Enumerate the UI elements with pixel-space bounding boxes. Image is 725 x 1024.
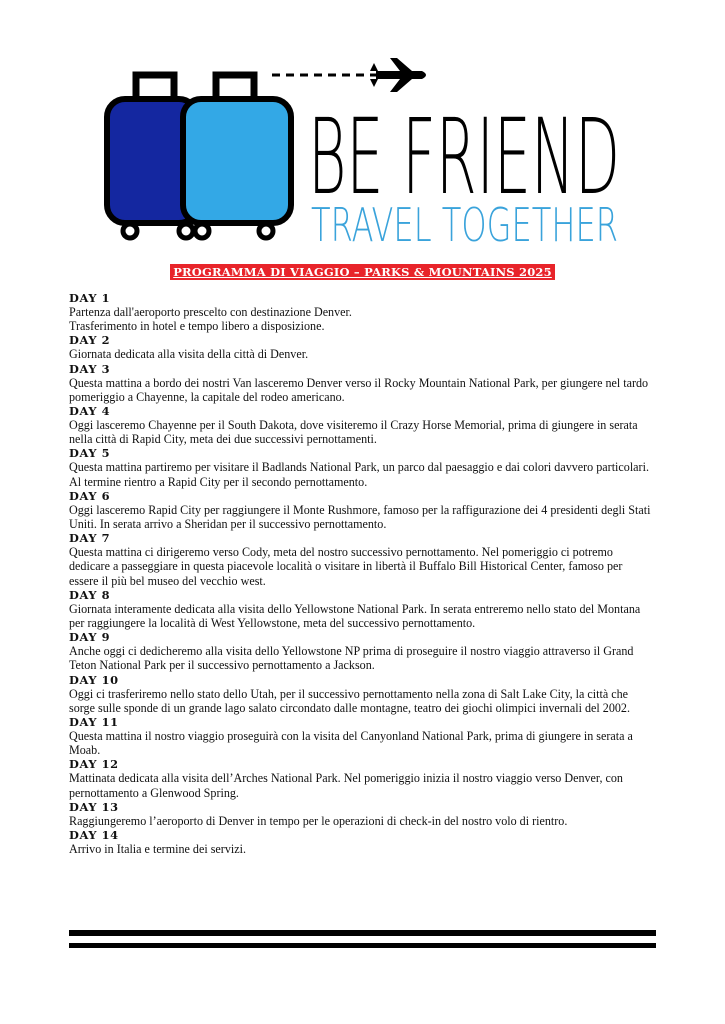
day-title: DAY 2: [69, 333, 111, 348]
day-description: Questa mattina ci dirigeremo verso Cody, meta del nostro successivo pernottamento. Nel pomeriggio ci potremo dedicare a passeggiare in questa piacevole località o visitare in libertà il Buffalo Bill Historical Center, famoso per essere il più bel museo del vecchio west.: [69, 545, 623, 588]
day-12: [69, 757, 659, 799]
day-title: DAY 1: [69, 291, 111, 305]
itinerary: [69, 291, 659, 856]
day-title: DAY 10: [69, 672, 119, 687]
day-7: [69, 531, 659, 588]
light-suitcase-icon: [183, 75, 291, 238]
footer-rule-bottom: [69, 943, 656, 948]
day-title: DAY 8: [69, 587, 111, 602]
program-title: PROGRAMMA DI VIAGGIO – PARKS & MOUNTAINS 2025: [170, 264, 555, 280]
day-title: DAY 13: [69, 799, 119, 814]
day-1: [69, 291, 659, 333]
day-description: Mattinata dedicata alla visita dell’Arches National Park. Nel pomeriggio inizia il nostro viaggio verso Denver, con pernottamento a Glenwood Spring.: [69, 771, 623, 800]
day-8: [69, 588, 659, 630]
day-6: [69, 489, 659, 531]
airplane-icon: [272, 58, 426, 92]
day-description: Raggiungeremo l’aeroporto di Denver in tempo per le operazioni di check-in del nostro volo di rientro.: [69, 813, 568, 828]
day-description: Oggi lasceremo Rapid City per raggiungere il Monte Rushmore, famoso per la raffigurazione dei 4 presidenti degli Stati Uniti. In serata arrivo a Sheridan per il successivo pernottamento.: [69, 502, 651, 532]
brand-name: BE FRIEND: [308, 96, 620, 218]
day-9: [69, 630, 659, 672]
day-description: Questa mattina il nostro viaggio proseguirà con la visita del Canyonland National Park, prima di giungere in serata a Moab.: [69, 729, 633, 758]
day-title: DAY 7: [69, 531, 111, 546]
day-2: [69, 333, 659, 361]
day-title: DAY 12: [69, 757, 119, 772]
day-description: Arrivo in Italia e termine dei servizi.: [69, 842, 246, 857]
day-title: DAY 6: [69, 488, 111, 503]
day-title: DAY 11: [69, 715, 119, 730]
program-title-bar: [0, 261, 725, 280]
day-title: DAY 3: [69, 361, 111, 376]
day-11: [69, 715, 659, 757]
day-description: Partenza dall'aeroporto prescelto con destinazione Denver. Trasferimento in hotel e tempo libero a disposizione.: [69, 305, 352, 334]
day-13: [69, 800, 659, 828]
day-title: DAY 14: [69, 828, 119, 843]
be-friend-logo: [100, 55, 630, 250]
day-title: DAY 4: [69, 404, 111, 419]
footer-rule-top: [69, 930, 656, 936]
day-description: Giornata interamente dedicata alla visita dello Yellowstone National Park. In serata entreremo nello stato del Montana per raggiungere la località di West Yellowstone, meta del successivo pernottamento.: [69, 601, 641, 631]
day-3: [69, 362, 659, 404]
day-title: DAY 9: [69, 630, 111, 645]
day-description: Giornata dedicata alla visita della città di Denver.: [69, 347, 309, 362]
day-description: Questa mattina partiremo per visitare il Badlands National Park, un parco dal paesaggio e dai colori davvero particolari. Al termine rientro a Rapid City per il secondo pernottamento.: [69, 460, 649, 489]
day-title: DAY 5: [69, 446, 111, 461]
day-description: Oggi lasceremo Chayenne per il South Dakota, dove visiteremo il Crazy Horse Memorial, prima di giungere in serata nella città di Rapid City, meta dei due successivi pernottamenti.: [69, 418, 638, 447]
day-14: [69, 828, 659, 856]
day-description: Oggi ci trasferiremo nello stato dello Utah, per il successivo pernottamento nella zona di Salt Lake City, la città che sorge sulle sponde di un grande lago salato circondato dalle montagne, teatro dei giochi olimpici invernali del 2002.: [69, 686, 630, 715]
day-4: [69, 404, 659, 446]
brand-tagline: TRAVEL TOGETHER: [311, 198, 618, 252]
day-description: Anche oggi ci dedicheremo alla visita dello Yellowstone NP prima di proseguire il nostro viaggio attraverso il Grand Teton National Park per il successivo pernottamento a Jackson.: [69, 644, 634, 673]
day-description: Questa mattina a bordo dei nostri Van lasceremo Denver verso il Rocky Mountain National Park, per giungere nel tardo pomeriggio a Chayenne, la capitale del rodeo americano.: [69, 375, 649, 404]
day-5: [69, 446, 659, 488]
day-10: [69, 673, 659, 715]
